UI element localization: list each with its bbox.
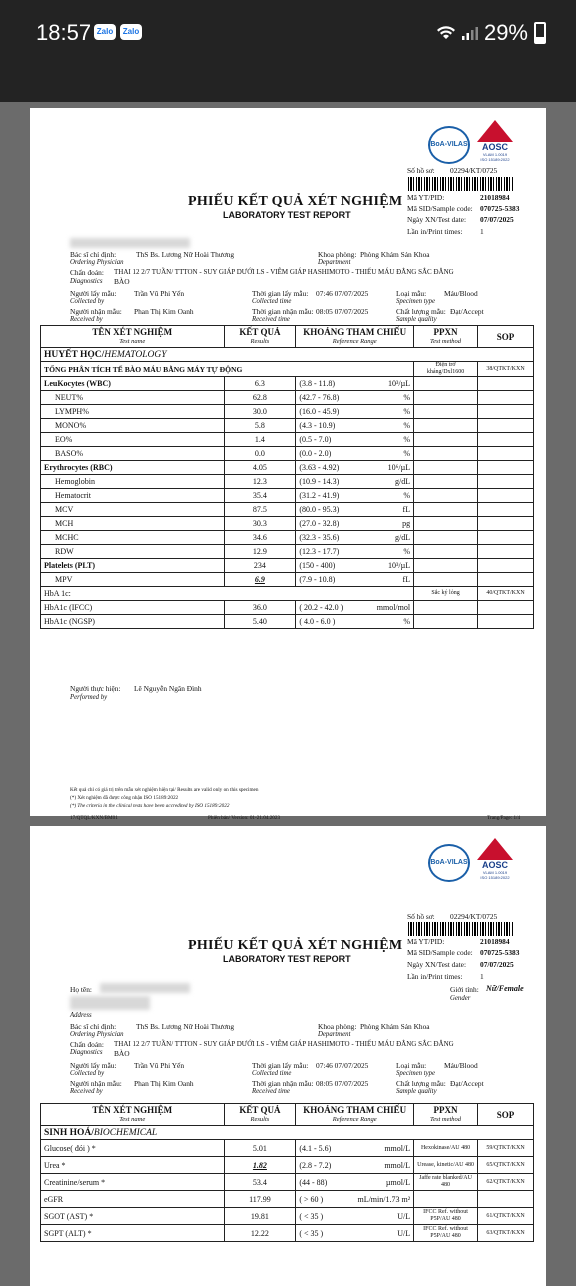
patient-id: 21018984 (480, 193, 510, 202)
method (414, 545, 478, 559)
reference-range (296, 517, 414, 531)
sop (478, 615, 534, 629)
reference-range (296, 461, 414, 475)
result-value: 12.9 (252, 547, 267, 556)
sop: 40/QTKT/KXN (478, 587, 534, 601)
test-result (224, 573, 296, 587)
status-time: 18:57 (36, 20, 92, 45)
signal-icon (462, 26, 478, 40)
sop (478, 391, 534, 405)
reference-range (296, 433, 414, 447)
range-value: (3.63 - 4.92) (299, 463, 340, 472)
unit: 10³/µL (387, 561, 411, 570)
method (414, 405, 478, 419)
barcode (408, 177, 514, 191)
table-row (41, 489, 534, 503)
range-value: (42.7 - 76.8) (299, 393, 340, 402)
reference-range (296, 615, 414, 629)
record-no-label: Số hồ sơ: (407, 166, 435, 175)
test-result (224, 461, 296, 475)
reference-range (296, 559, 414, 573)
test-result (224, 419, 296, 433)
table-row (41, 1208, 534, 1225)
test-name: NEUT% (41, 391, 225, 405)
method (414, 447, 478, 461)
sop (478, 503, 534, 517)
unit: mL/min/1.73 m² (357, 1194, 411, 1204)
result-value: 62.8 (252, 393, 267, 402)
test-name: MCHC (41, 531, 225, 545)
range-value: (4.3 - 10.9) (299, 421, 336, 430)
range-value: (150 - 400) (299, 561, 336, 570)
table-row (41, 405, 534, 419)
unit: % (403, 449, 411, 458)
redacted-patient-name (70, 238, 190, 248)
unit: fL (402, 575, 411, 584)
test-result (224, 531, 296, 545)
table-row (41, 545, 534, 559)
reference-range (296, 1140, 414, 1157)
test-name: Creatinine/serum * (41, 1174, 225, 1191)
method (414, 573, 478, 587)
sop (478, 419, 534, 433)
table-row (41, 517, 534, 531)
page-number: Trang/Page: 1/4 (487, 815, 521, 821)
received-time: 08:05 07/07/2025 (316, 307, 369, 316)
range-value: ( < 35 ) (299, 1211, 324, 1221)
test-name: BASO% (41, 447, 225, 461)
test-name: HbA1c (IFCC) (41, 601, 225, 615)
result-value: 6.3 (254, 379, 265, 388)
diagnosis: THAI 12 2/7 TUẦN/ TTTON - SUY GIÁP DƯỚI LS - VIÊM GIÁP HASHIMOTO - THIẾU MÁU ĐẲNG SẮC ĐẲNG (114, 268, 454, 276)
zalo-notification-icon-2: Zalo (120, 24, 142, 40)
range-value: (0.0 - 2.0) (299, 449, 332, 458)
reference-range (296, 503, 414, 517)
test-result (224, 433, 296, 447)
test-name: eGFR (41, 1191, 225, 1208)
method: IFCC Ref. without P5P/AU 480 (414, 1225, 478, 1242)
version: Phiên bản/ Version: 01-21.04.2023 (208, 815, 281, 821)
table-row (41, 1140, 534, 1157)
range-value: (7.9 - 10.8) (299, 575, 336, 584)
zalo-notification-icon: Zalo (94, 24, 116, 40)
table-row (41, 391, 534, 405)
result-value: 12.3 (252, 477, 267, 486)
boa-vilas-logo: BoA-VILAS (428, 126, 470, 164)
method (414, 1191, 478, 1208)
test-date: 07/07/2025 (480, 215, 514, 224)
report-title: PHIẾU KẾT QUẢ XÉT NGHIỆM (188, 194, 403, 209)
result-value: 30.0 (252, 407, 267, 416)
range-value: (16.0 - 45.9) (299, 407, 340, 416)
test-name: MCH (41, 517, 225, 531)
record-no: 02294/KT/0725 (450, 166, 498, 175)
test-result (224, 1140, 296, 1157)
test-name: Urea * (41, 1157, 225, 1174)
table-row (41, 419, 534, 433)
test-result (224, 475, 296, 489)
form-code: 17/QTQL/KXN/BM01 (70, 815, 118, 821)
sop (478, 433, 534, 447)
reference-range (296, 391, 414, 405)
table-row (41, 377, 534, 391)
redacted-patient-info (70, 996, 150, 1010)
reference-range (296, 489, 414, 503)
unit: µmol/L (385, 1177, 411, 1187)
reference-range (296, 475, 414, 489)
test-result (224, 545, 296, 559)
received-by: Phan Thị Kim Oanh (134, 307, 194, 316)
reference-range (296, 601, 414, 615)
method (414, 615, 478, 629)
sop (478, 489, 534, 503)
unit: % (403, 547, 411, 556)
aosc-mark-icon (477, 838, 513, 860)
gender: Nữ/Female (486, 984, 524, 993)
result-value: 0.0 (254, 449, 265, 458)
test-name: LeuKocytes (WBC) (41, 377, 225, 391)
sop (478, 559, 534, 573)
report-subtitle: LABORATORY TEST REPORT (223, 210, 351, 220)
reference-range (296, 1208, 414, 1225)
result-value: 1.82 (252, 1160, 267, 1170)
table-row (41, 461, 534, 475)
ordering-physician: ThS Bs. Lương Nữ Hoài Thương (136, 250, 235, 259)
boa-vilas-logo-p2: BoA-VILAS (428, 844, 470, 882)
range-value: (31.2 - 41.9) (299, 491, 340, 500)
section-row: SINH HOÁ/BIOCHEMICAL (41, 1126, 534, 1140)
test-result (224, 1208, 296, 1225)
table-row (41, 1174, 534, 1191)
unit: g/dL (394, 533, 411, 542)
report-page-1: BoA-VILAS AOSC VLAM 1.0019 ISO 15189:2022 Số hồ sơ: 02294/KT/0725 Mã YT/PID: 21018984 Mã SID/Sample code: 070725-5383 Ngày XN/Test date: 07/07/2025 Lần in/Print times: 1 PHIẾU KẾT QUẢ XÉT NGHIỆM LABORATORY TEST REPORT Bác sĩ chỉ định: ThS Bs. Lương Nữ Hoài Thương Ordering Physician Khoa phòng: Phòng Khám Sản Khoa Department Chẩn đoán: THAI 12 2/7 TUẦN/ TTTON - SUY GIÁP DƯỚI LS - VIÊM GIÁP HASHIMOTO - THIẾU MÁU ĐẲNG SẮC ĐẲNG Diagnostics BÀO Người lấy mẫu: Trần Vũ Phi Yến Collected by Thời gian lấy mẫu: 07:46 07/07/2025 Collected time Loại mẫu: Máu/Blood Specimen type Người nhận mẫu: Phan Thị Kim Oanh Received by Thời gian nhận mẫu: 08:05 07/07/2025 Received time Chất lượng mẫu: Đạt/Accept Sample quality TÊN XÉT NGHIỆM Test name KẾT QUẢ Results KHOẢNG THAM CHIẾU Reference Range PPXN Test method SOP HUYẾT HỌC/HEMATOLOGY TỔNG PHÂN TÍCH TẾ BÀO MÁU BẰNG MÁY TỰ ĐỘNG Điện trở kháng/Dxl1600 38/QTKT/KXN LeuKocytes (WBC) 6.3 (3.8 - 11.8) 10³/µL NEUT% 62.8 (42.7 - 76.8) % LYMPH% 30.0 (16.0 - 45.9) % MONO% 5.8 (4.3 - 10.9) % EO% 1.4 (0.5 - 7.0) % BASO% 0.0 (0.0 - 2.0) % Erythrocytes (RBC) 4.05 (3.63 - 4.92) 10⁶/µL Hemoglobin 12.3 (10.9 - 14.3) g/dL Hematocrit 35.4 (31.2 - 41.9) % MCV 87.5 (80.0 - 95.3) fL MCH 30.3 (27.0 - 32.8) pg MCHC 34.6 (32.3 - 35.6) g/dL RDW 12.9 (12.3 - 17.7) % Platelets (PLT) 234 (150 - 400) 10³/µL MPV 6.9 (7.9 - 10.8) fL HbA 1c: Sắc ký lỏng 40/QTKT/KXN HbA1c (IFCC) 36.0 ( 20.2 - 42.0 ) mmol/mol HbA1c (NGSP) 5.40 ( 4.0 - 6.0 ) % Người thực hiện: Lê Nguyễn Ngân Đình Performed by Kết quả chỉ có giá trị trên mẫu xét nghiệm hiện tại/ Results are valid only on this specimen (*) Xét nghiệm đã được công nhận ISO 15189:2022 (*) The criteria in the clinical tests have been accredited by ISO 15189:2022 17/QTQL/KXN/BM01 Phiên bản/ Version: 01-21.04.2023 Trang/Page: 1/4 (30, 108, 546, 816)
range-value: (4.1 - 5.6) (299, 1143, 332, 1153)
test-name: RDW (41, 545, 225, 559)
footer-note-2: (*) Xét nghiệm đã được công nhận ISO 15189:2022 (70, 795, 179, 801)
result-value: 34.6 (252, 533, 267, 542)
range-value: (0.5 - 7.0) (299, 435, 332, 444)
unit: mmol/L (384, 1160, 411, 1170)
table-row (41, 559, 534, 573)
group-row (41, 587, 534, 601)
reference-range (296, 1157, 414, 1174)
sop: 65/QTKT/KXN (478, 1157, 534, 1174)
sop: 62/QTKT/KXN (478, 1174, 534, 1191)
sop (478, 447, 534, 461)
result-value: 5.8 (254, 421, 265, 430)
sop (478, 545, 534, 559)
sop (478, 475, 534, 489)
test-name: HbA1c (NGSP) (41, 615, 225, 629)
method (414, 475, 478, 489)
reference-range (296, 573, 414, 587)
test-result (224, 405, 296, 419)
battery-percent: 29% (483, 20, 528, 45)
unit: mmol/L (384, 1143, 411, 1153)
reference-range (296, 1225, 414, 1242)
result-value: 4.05 (252, 463, 267, 472)
table-row (41, 601, 534, 615)
sop (478, 517, 534, 531)
result-value: 30.3 (252, 519, 267, 528)
performed-by: Lê Nguyễn Ngân Đình (134, 684, 202, 693)
unit: U/L (397, 1211, 411, 1221)
method: Urease, kinetic/AU 480 (414, 1157, 478, 1174)
report-title-p2: PHIẾU KẾT QUẢ XÉT NGHIỆM (188, 938, 403, 953)
range-value: (3.8 - 11.8) (299, 379, 336, 388)
result-value: 6.9 (254, 575, 265, 584)
test-result (224, 1191, 296, 1208)
reference-range (296, 545, 414, 559)
table-row (41, 615, 534, 629)
test-name: MCV (41, 503, 225, 517)
biochemical-table (40, 1103, 534, 1242)
unit: % (403, 421, 411, 430)
result-value: 53.4 (252, 1177, 267, 1187)
specimen-type: Máu/Blood (444, 289, 478, 298)
result-value: 12.22 (250, 1228, 269, 1238)
sop (478, 573, 534, 587)
sop: 59/QTKT/KXN (478, 1140, 534, 1157)
result-value: 1.4 (254, 435, 265, 444)
wifi-icon (436, 25, 456, 41)
method (414, 601, 478, 615)
table-row (41, 1157, 534, 1174)
footer-note-1: Kết quả chỉ có giá trị trên mẫu xét nghiệm hiện tại/ Results are valid only on this specimen (70, 787, 259, 793)
unit: g/dL (394, 477, 411, 486)
test-name: MONO% (41, 419, 225, 433)
test-name: Erythrocytes (RBC) (41, 461, 225, 475)
print-times: 1 (480, 227, 484, 236)
home-indicator[interactable] (200, 1266, 376, 1271)
method: Jaffe rate blanked/AU 480 (414, 1174, 478, 1191)
test-result (224, 447, 296, 461)
range-value: (80.0 - 95.3) (299, 505, 340, 514)
table-row (41, 1191, 534, 1208)
method: Sắc ký lỏng (414, 587, 478, 601)
table-row (41, 573, 534, 587)
result-value: 87.5 (252, 505, 267, 514)
group-row: TỔNG PHÂN TÍCH TẾ BÀO MÁU BẰNG MÁY TỰ ĐỘNG Điện trở kháng/Dxl1600 38/QTKT/KXN (41, 362, 534, 377)
test-result: 36.0 (224, 601, 296, 615)
reference-range (296, 1174, 414, 1191)
result-value: 234 (253, 561, 266, 570)
range-value: ( < 35 ) (299, 1228, 324, 1238)
unit: U/L (397, 1228, 411, 1238)
method (414, 433, 478, 447)
group-label: HbA 1c: (41, 587, 414, 601)
method: IFCC Ref. without P5P/AU 480 (414, 1208, 478, 1225)
barcode (408, 922, 514, 936)
test-result (224, 1174, 296, 1191)
method: Hexokinase/AU 480 (414, 1140, 478, 1157)
reference-range (296, 419, 414, 433)
test-result (224, 517, 296, 531)
sop (478, 1191, 534, 1208)
table-row (41, 475, 534, 489)
report-subtitle-p2: LABORATORY TEST REPORT (223, 954, 351, 964)
range-value: ( > 60 ) (299, 1194, 324, 1204)
test-result (224, 489, 296, 503)
battery-icon (534, 22, 546, 44)
table-row (41, 447, 534, 461)
unit: % (403, 407, 411, 416)
unit: pg (402, 519, 411, 528)
test-name: SGPT (ALT) * (41, 1225, 225, 1242)
footer-note-3: (*) The criteria in the clinical tests have been accredited by ISO 15189:2022 (70, 803, 230, 809)
result-value: 117.99 (249, 1194, 271, 1204)
reference-range (296, 531, 414, 545)
result-value: 5.01 (252, 1143, 267, 1153)
unit: % (403, 617, 411, 626)
sop: 61/QTKT/KXN (478, 1208, 534, 1225)
range-value: (2.8 - 7.2) (299, 1160, 332, 1170)
result-value: 19.81 (250, 1211, 269, 1221)
sop (478, 601, 534, 615)
test-result: 5.40 (224, 615, 296, 629)
test-name: Platelets (PLT) (41, 559, 225, 573)
method (414, 377, 478, 391)
test-result (224, 1157, 296, 1174)
test-name: EO% (41, 433, 225, 447)
method (414, 517, 478, 531)
range-value: (12.3 - 17.7) (299, 547, 340, 556)
hematology-table (40, 325, 534, 629)
range-value: ( 20.2 - 42.0 ) (299, 603, 344, 612)
method (414, 503, 478, 517)
status-bar (0, 0, 576, 102)
table-header: TÊN XÉT NGHIỆM Test name KẾT QUẢ Results KHOẢNG THAM CHIẾU Reference Range PPXN Test method SOP (41, 326, 534, 348)
report-page-2: BoA-VILAS AOSC VLAM 1.0019 ISO 15189:2022 Số hồ sơ: 02294/KT/0725 Mã YT/PID: 21018984 Mã SID/Sample code: 070725-5383 Ngày XN/Test date: 07/07/2025 Lần in/Print times: 1 PHIẾU KẾT QUẢ XÉT NGHIỆM LABORATORY TEST REPORT Họ tên: Address Giới tính: Nữ/Female Gender Bác sĩ chỉ định: ThS Bs. Lương Nữ Hoài Thương Ordering Physician Khoa phòng: Phòng Khám Sản Khoa Department Chẩn đoán: THAI 12 2/7 TUẦN/ TTTON - SUY GIÁP DƯỚI LS - VIÊM GIÁP HASHIMOTO - THIẾU MÁU ĐẲNG SẮC ĐẲNG Diagnostics BÀO Người lấy mẫu: Trần Vũ Phi Yến Collected by Thời gian lấy mẫu: 07:46 07/07/2025 Collected time Loại mẫu: Máu/Blood Specimen type Người nhận mẫu: Phan Thị Kim Oanh Received by Thời gian nhận mẫu: 08:05 07/07/2025 Received time Chất lượng mẫu: Đạt/Accept Sample quality TÊN XÉT NGHIỆM Test name KẾT QUẢ Results KHOẢNG THAM CHIẾU Reference Range PPXN Test method SOP SINH HOÁ/BIOCHEMICAL Glucose( đói ) * 5.01 (4.1 - 5.6) mmol/L Hexokinase/AU 480 59/QTKT/KXN Urea * 1.82 (2.8 - 7.2) mmol/L Urease, kinetic/AU 480 65/QTKT/KXN Creatinine/serum * 53.4 (44 - 88) µmol/L Jaffe rate blanked/AU 480 62/QTKT/KXN eGFR 117.99 ( > 60 ) mL/min/1.73 m² SGOT (AST) * 19.81 ( < 35 ) U/L IFCC Ref. without P5P/AU 480 61/QTKT/KXN SGPT (ALT) * 12.22 ( < 35 ) U/L IFCC Ref. without P5P/AU 480 63/QTKT/KXN (30, 826, 546, 1286)
method (414, 489, 478, 503)
sop (478, 531, 534, 545)
result-value: 35.4 (252, 491, 267, 500)
method (414, 531, 478, 545)
range-value: ( 4.0 - 6.0 ) (299, 617, 336, 626)
range-value: (44 - 88) (299, 1177, 328, 1187)
test-name: LYMPH% (41, 405, 225, 419)
unit: % (403, 435, 411, 444)
sop (478, 377, 534, 391)
test-result (224, 377, 296, 391)
test-name: MPV (41, 573, 225, 587)
sop: 63/QTKT/KXN (478, 1225, 534, 1242)
method (414, 391, 478, 405)
collected-by: Trần Vũ Phi Yến (134, 289, 185, 298)
table-row (41, 433, 534, 447)
sample-code: 070725-5383 (480, 204, 520, 213)
sample-quality: Đạt/Accept (450, 307, 484, 316)
method (414, 559, 478, 573)
reference-range (296, 377, 414, 391)
reference-range (296, 1191, 414, 1208)
range-value: (10.9 - 14.3) (299, 477, 340, 486)
redacted-patient-name (100, 983, 190, 993)
test-result (224, 1225, 296, 1242)
table-row (41, 1225, 534, 1242)
unit: 10³/µL (387, 379, 411, 388)
method (414, 419, 478, 433)
test-name: SGOT (AST) * (41, 1208, 225, 1225)
sop (478, 461, 534, 475)
unit: 10⁶/µL (387, 463, 411, 472)
test-name: Glucose( đói ) * (41, 1140, 225, 1157)
range-value: (32.3 - 35.6) (299, 533, 340, 542)
method (414, 461, 478, 475)
table-row (41, 503, 534, 517)
department: Phòng Khám Sản Khoa (360, 250, 430, 259)
reference-range (296, 405, 414, 419)
unit: % (403, 393, 411, 402)
reference-range (296, 447, 414, 461)
unit: mmol/mol (376, 603, 411, 612)
table-header: TÊN XÉT NGHIỆM Test name KẾT QUẢ Results KHOẢNG THAM CHIẾU Reference Range PPXN Test method SOP (41, 1104, 534, 1126)
test-result (224, 559, 296, 573)
aosc-logo: AOSC VLAM 1.0019 ISO 15189:2022 (470, 120, 520, 162)
section-row: HUYẾT HỌC/HEMATOLOGY (41, 348, 534, 362)
collected-time: 07:46 07/07/2025 (316, 289, 369, 298)
table-row (41, 531, 534, 545)
test-result (224, 503, 296, 517)
unit: % (403, 491, 411, 500)
test-name: Hematocrit (41, 489, 225, 503)
sop (478, 405, 534, 419)
test-result (224, 391, 296, 405)
test-name: Hemoglobin (41, 475, 225, 489)
aosc-logo-p2: AOSC VLAM 1.0019 ISO 15189:2022 (470, 838, 520, 880)
aosc-mark-icon (477, 120, 513, 142)
range-value: (27.0 - 32.8) (299, 519, 340, 528)
unit: fL (402, 505, 411, 514)
